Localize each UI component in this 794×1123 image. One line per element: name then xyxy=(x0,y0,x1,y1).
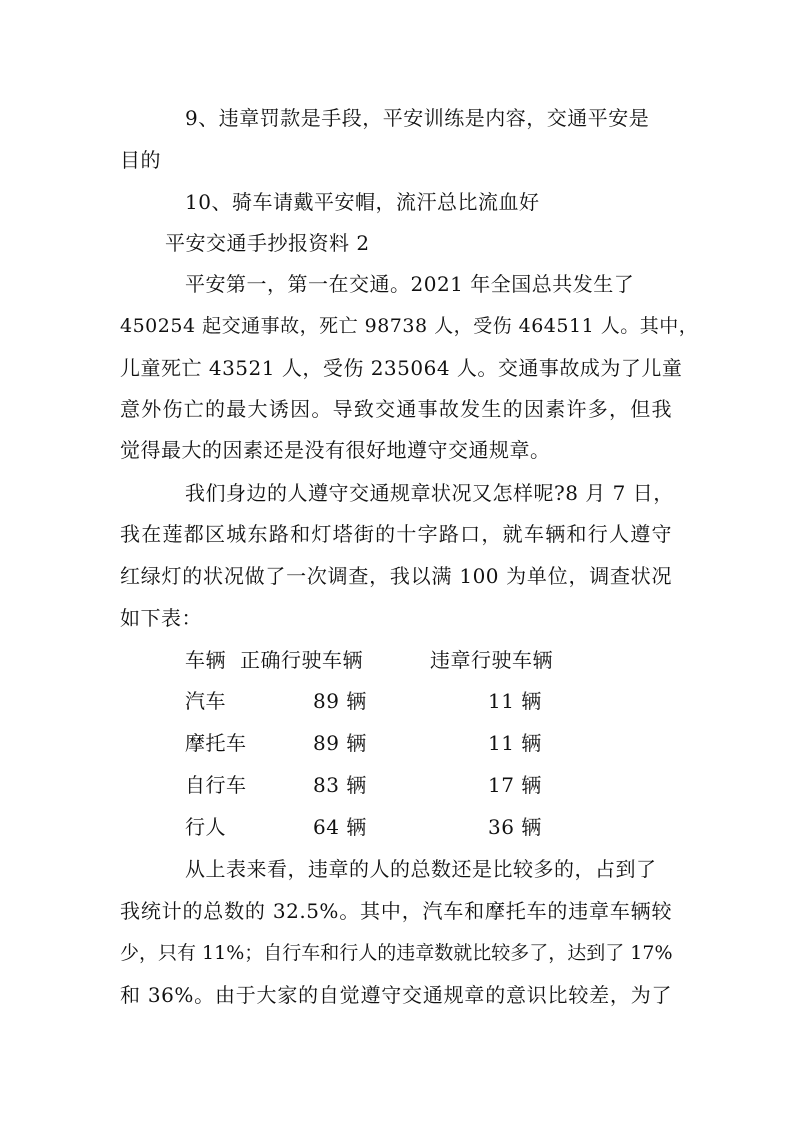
row-vehicle: 汽车 xyxy=(185,689,226,713)
paragraph-1-line-1: 平安第一，第一在交通。2021 年全国总共发生了 xyxy=(185,272,635,296)
paragraph-3-line-4: 和 36%。由于大家的自觉遵守交通规章的意识比较差，为了 xyxy=(120,983,672,1007)
row-vehicle: 行人 xyxy=(185,815,226,839)
row-violation: 36 辆 xyxy=(488,815,542,839)
row-vehicle: 摩托车 xyxy=(185,731,247,755)
slogan-9: 9、违章罚款是手段，平安训练是内容，交通平安是 xyxy=(185,106,650,130)
paragraph-1-line-5: 觉得最大的因素还是没有很好地遵守交通规章。 xyxy=(120,438,551,462)
paragraph-1-line-4: 意外伤亡的最大诱因。导致交通事故发生的因素许多，但我 xyxy=(120,397,672,421)
paragraph-3-line-2: 我统计的总数的 32.5%。其中，汽车和摩托车的违章车辆较 xyxy=(120,899,672,923)
header-vehicle: 车辆 xyxy=(185,648,226,672)
paragraph-2-line-2: 我在莲都区城东路和灯塔街的十字路口，就车辆和行人遵守 xyxy=(120,522,672,546)
row-violation: 11 辆 xyxy=(488,689,542,713)
row-vehicle: 自行车 xyxy=(185,773,247,797)
row-violation: 11 辆 xyxy=(488,731,542,755)
paragraph-2-line-3: 红绿灯的状况做了一次调查，我以满 100 为单位，调查状况 xyxy=(120,564,672,588)
header-violation: 违章行驶车辆 xyxy=(430,648,553,672)
slogan-9-continuation: 目的 xyxy=(120,148,161,172)
row-correct: 89 辆 xyxy=(313,689,367,713)
paragraph-1-line-3: 儿童死亡 43521 人，受伤 235064 人。交通事故成为了儿童 xyxy=(120,356,683,380)
section-title: 平安交通手抄报资料 2 xyxy=(165,231,370,255)
row-correct: 83 辆 xyxy=(313,773,367,797)
paragraph-3-line-1: 从上表来看，违章的人的总数还是比较多的，占到了 xyxy=(185,857,657,881)
paragraph-2-line-4: 如下表： xyxy=(120,606,202,630)
paragraph-3-line-3: 少，只有 11%；自行车和行人的违章数就比较多了，达到了 17% xyxy=(120,942,673,964)
paragraph-2-line-1: 我们身边的人遵守交通规章状况又怎样呢?8 月 7 日， xyxy=(185,481,674,505)
row-violation: 17 辆 xyxy=(488,773,542,797)
paragraph-1-line-2: 450254 起交通事故，死亡 98738 人，受伤 464511 人。其中， xyxy=(120,315,699,337)
row-correct: 89 辆 xyxy=(313,731,367,755)
slogan-10: 10、骑车请戴平安帽，流汗总比流血好 xyxy=(185,190,540,214)
header-correct: 正确行驶车辆 xyxy=(240,648,363,672)
row-correct: 64 辆 xyxy=(313,815,367,839)
